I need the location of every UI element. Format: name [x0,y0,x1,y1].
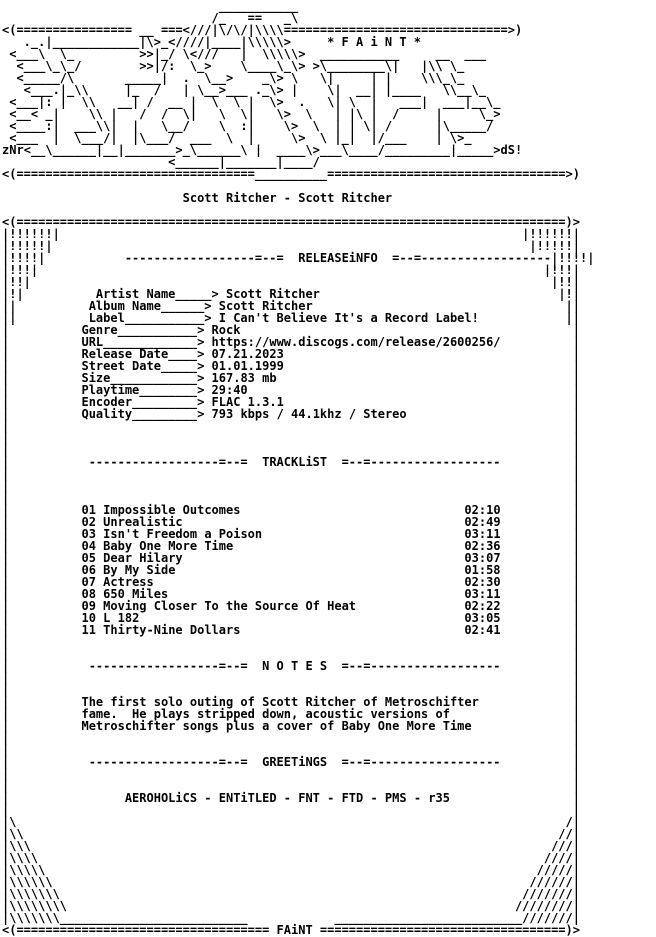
release-field: | Quality_________> 793 kbps / 44.1khz / Stereo | [2,407,581,421]
track-title: Actress [103,575,154,589]
track-time: 02:30 [464,575,501,589]
release-field: | Playtime________> 29:40 | [2,383,580,397]
logo-line: <___\ \_ >>|_/ \</// | \\\\\> ___________ __ ___ [2,47,487,61]
track-row: | 03 Isn't Freedom a Poison 03:11 | [2,527,581,541]
track-row: | 05 Dear Hilary 03:07 | [2,551,581,565]
spacer: | | [2,467,580,481]
track-row: | 08 650 Miles 03:11 | [2,587,581,601]
track-time: 02:10 [464,503,501,517]
frame-deco: |\\\\\\ //////| [2,875,580,889]
field-value: FLAC 1.3.1 [211,395,284,409]
field-value: https://www.discogs.com/release/2600256/ [211,335,501,349]
track-time: 03:11 [464,587,501,601]
field-label: Label [88,311,125,325]
track-title: Isn't Freedom a Poison [103,527,263,541]
track-time: 02:41 [464,623,501,637]
spacer: | | [2,419,580,433]
spacer: | | [2,635,580,649]
logo-line: ___________ [2,0,299,13]
field-label: Quality [81,407,133,421]
release-field: |!| Artist Name_____> Scott Ritcher |!| [2,287,580,301]
logo-line: <______|_______|____/ [2,155,320,169]
track-row: | 06 By My Side 01:58 | [2,563,581,577]
track-time: 03:07 [464,551,501,565]
spacer: | | [2,671,580,685]
spacer: | | [2,731,580,745]
spacer: | | [2,743,580,757]
greetings-line: | AEROHOLiCS - ENTiTLED - FNT - FTD - PMS - r35 | [2,791,580,805]
logo-line: <_____/\ _____| . \__> _\> \ \| | | \\\_\_ [2,71,465,85]
logo-line: <___ | \___/| |\___/ ___ \ | \> \ |_| |/___ | \>_ [2,131,472,145]
logo-line: <(================ __ ===<///|\/\/|\\\\===============================>) [2,23,523,37]
greetings-text: AEROHOLiCS - ENTiTLED - FNT - FTD - PMS - r35 [124,791,450,805]
field-value: Scott Ritcher [218,299,313,313]
track-number: 02 [81,515,96,529]
logo-line: ._.|____________|\>_<////|____|\\\\\> * F A i N T * [2,35,422,49]
section-heading-tracklist: TRACKLiST [262,455,328,469]
field-value: Rock [211,323,241,337]
field-label: Release Date [81,347,169,361]
section-heading: | ------------------=--= TRACKLiST =--=------------------ | [2,455,580,469]
track-row: | 02 Unrealistic 02:49 | [2,515,581,529]
spacer: |!!!!!| |!!!!!| [2,239,580,253]
track-number: 01 [81,503,96,517]
frame-deco: |\\\\\\\ ///////| [2,887,580,901]
release-field: | Encoder_________> FLAC 1.3.1 | [2,395,581,409]
track-time: 02:22 [464,599,501,613]
field-value: 07.21.2023 [211,347,284,361]
field-value: 29:40 [211,383,248,397]
track-title: Thirty-Nine Dollars [103,623,241,637]
spacer: | | [2,767,580,781]
spacer: | | [2,803,580,817]
spacer: | | [2,683,580,697]
notes-text: fame. He plays stripped down, acoustic versions of [81,707,450,721]
logo-line: <___\_\_/ >>|/: \_> \____\_\> >\________\| |\\ \_ [2,59,465,73]
release-field: || Label___________> I Can't Believe It's a Record Label! || [2,311,580,325]
frame-deco: |\ /| [2,815,580,829]
track-number: 07 [81,575,96,589]
track-time: 03:05 [464,611,501,625]
spacer: |!!!!!!| |!!!!!!| [2,227,580,241]
track-row: | 11 Thirty-Nine Dollars 02:41 | [2,623,581,637]
field-label: Artist Name [95,287,176,301]
logo-line: <___.|_\\ |_ / | \__>___ ._\> | \| __| |____ \\__\_ [2,83,487,97]
track-number: 08 [81,587,96,601]
track-row: | 04 Baby One More Time 02:36 | [2,539,581,553]
section-heading: | ------------------=--= N O T E S =--=------------------ | [2,659,580,673]
field-label: Album Name [88,299,161,313]
track-title: By My Side [103,563,176,577]
release-field: | Size____________> 167.83 mb | [2,371,581,385]
section-heading-greetings: GREETiNGS [262,755,328,769]
track-row: | 01 Impossible Outcomes 02:10 | [2,503,581,517]
release-field: || Album Name______> Scott Ritcher || [2,299,580,313]
title-line [2,192,594,204]
frame-deco: |\\\ ///| [2,839,580,853]
logo-line: /_ == _\ [2,11,299,25]
field-value: 793 kbps / 44.1khz / Stereo [211,407,407,421]
track-number: 05 [81,551,96,565]
release-field: | Release Date____> 07.21.2023 | [2,347,581,361]
track-row: | 09 Moving Closer To the Source Of Heat 02:22 | [2,599,581,613]
track-title: Unrealistic [103,515,183,529]
spacer: |!!| |!!| [2,275,580,289]
spacer: | | [2,779,580,793]
track-title: Baby One More Time [103,539,234,553]
track-title: 650 Miles [103,587,169,601]
frame-deco: |\\\\\ /////| [2,863,580,877]
track-row: | 10 L 182 03:05 | [2,611,581,625]
section-heading-notes: N O T E S [262,659,328,673]
release-title: Scott Ritcher - Scott Ritcher [182,191,393,205]
track-title: Dear Hilary [103,551,183,565]
field-value: 167.83 mb [211,371,277,385]
track-time: 03:11 [464,527,501,541]
track-number: 06 [81,563,96,577]
frame-bottom-line: |\\\\\\\__________________________ __________________________///////| [2,911,580,925]
logo-right-signature: dS! [500,143,523,157]
frame-bottom: <(=================================== FAiNT ==================================)> [2,923,580,937]
section-heading: |!!!!| ------------------=--= RELEASEiNFO =--=------------------|!!!!| [2,251,595,265]
logo-line: <____:| ___\\| | \__/ \ :| \> \ | | \| / |\_____/ [2,119,494,133]
spacer: | | [2,479,580,493]
field-label: URL [81,335,104,349]
track-number: 10 [81,611,96,625]
spacer: | | [2,647,580,661]
frame-deco: |\\ //| [2,827,580,841]
section-heading-release-info: RELEASEiNFO [298,251,378,265]
field-label: Genre [81,323,118,337]
spacer: | | [2,431,580,445]
logo-left-signature: zNr [2,143,24,157]
release-field: | URL_____________> https://www.discogs.com/release/2600256/ | [2,335,581,349]
logo-line: <__< _| \\ | / / \| \ \| \> \ | |\ | / | \_> [2,107,501,121]
notes-line: | The first solo outing of Scott Ritcher of Metroschifter | [2,695,580,709]
notes-text: The first solo outing of Scott Ritcher of Metroschifter [81,695,479,709]
track-title: Impossible Outcomes [103,503,241,517]
spacer: | | [2,443,580,457]
notes-line: | Metroschifter songs plus a cover of Baby One More Time | [2,719,580,733]
notes-line: | fame. He plays stripped down, acoustic versions of | [2,707,580,721]
track-number: 03 [81,527,96,541]
frame-deco: |\\\\\\\\ ////////| [2,899,580,913]
spacer: |!!!| |!!!| [2,263,580,277]
notes-text: Metroschifter songs plus a cover of Baby One More Time [81,719,472,733]
field-value: I Can't Believe It's a Record Label! [218,311,479,325]
nfo-document [2,0,594,936]
track-time: 01:58 [464,563,501,577]
track-row: | 07 Actress 02:30 | [2,575,581,589]
track-title: Moving Closer To the Source Of Heat [103,599,357,613]
field-label: Size [81,371,111,385]
logo-line: <(=================================__________=================================>) [2,167,580,181]
track-time: 02:49 [464,515,501,529]
track-number: 11 [81,623,96,637]
track-time: 02:36 [464,539,501,553]
release-field: | Street Date_____> 01.01.1999 | [2,359,581,373]
logo-line: zNr<__\______|__|_______>_\______\ | ____\>___\____/_________|_____>dS! [2,143,523,157]
track-title: L 182 [103,611,140,625]
frame-top: <(============================================================================)> [2,215,580,229]
section-heading: | ------------------=--= GREETiNGS =--=------------------ | [2,755,580,769]
footer-group: FAiNT [276,923,313,937]
logo-tag: * F A i N T * [327,35,422,49]
field-value: Scott Ritcher [225,287,320,301]
track-number: 09 [81,599,96,613]
logo-line: <___|: | \\ __| / __ | \ \ | \> . \| \ | ___| ___|__\_ [2,95,501,109]
frame-deco: |\\\\ ////| [2,851,580,865]
field-value: 01.01.1999 [211,359,284,373]
release-field: | Genre___________> Rock | [2,323,580,337]
field-label: Encoder [81,395,133,409]
spacer: | | [2,491,580,505]
track-number: 04 [81,539,96,553]
field-label: Playtime [81,383,140,397]
field-label: Street Date [81,359,161,373]
